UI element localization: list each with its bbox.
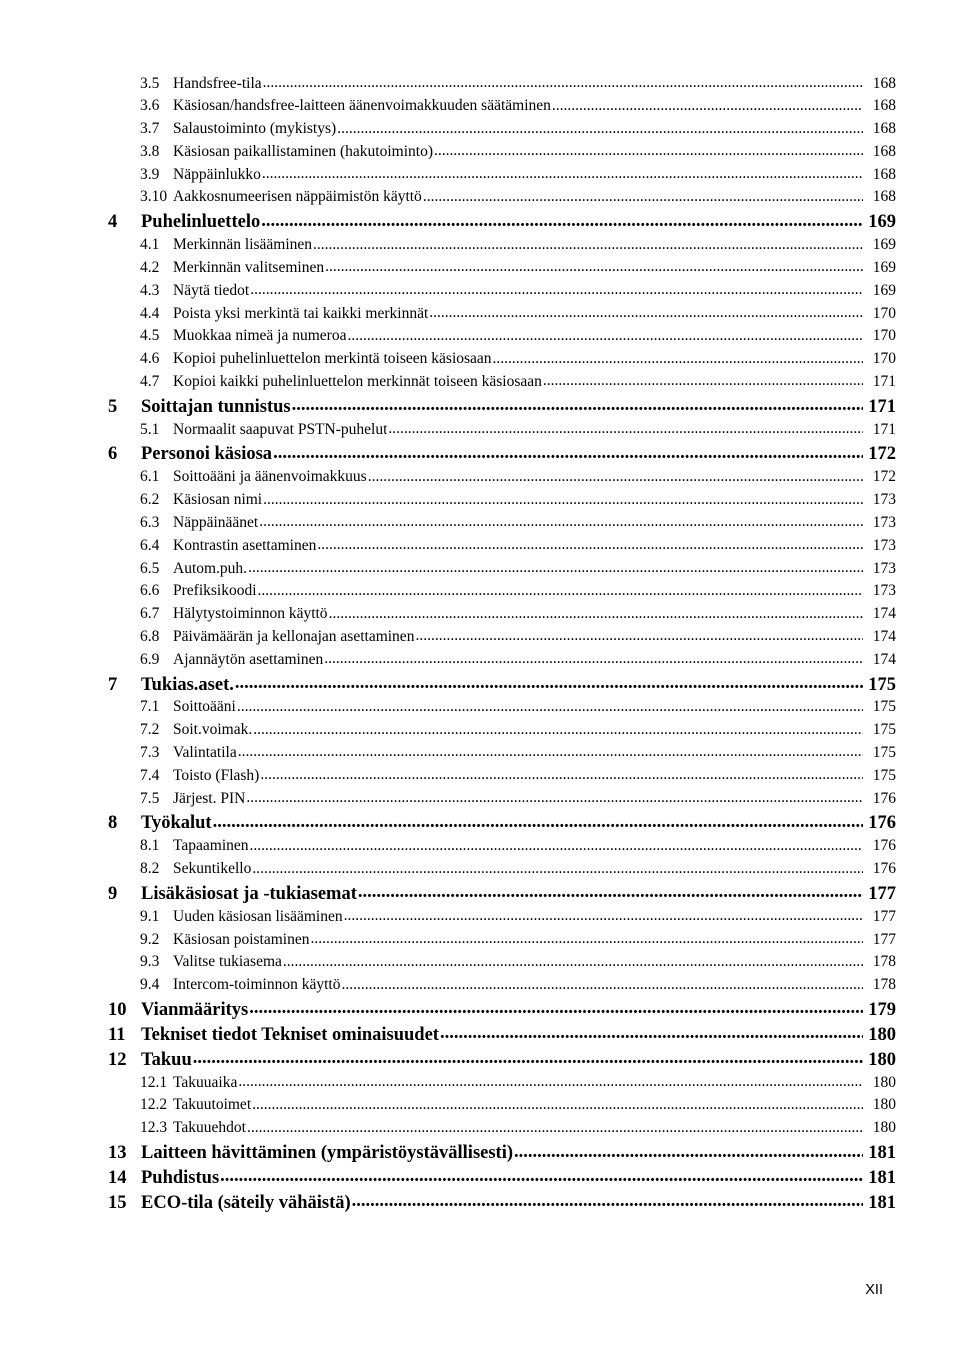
dot-leader [337,118,863,134]
toc-chapter-entry[interactable] [108,671,896,696]
page-number: XII [865,1282,883,1298]
dot-leader [440,1021,863,1040]
dot-leader [347,325,863,341]
toc-entry-title: Handsfree-tila [173,74,262,92]
toc-entry-page: 178 [872,953,896,971]
toc-entry-page: 172 [868,444,896,465]
toc-section-entry[interactable] [108,489,896,512]
toc-section-entry[interactable] [108,741,896,764]
dot-leader [248,557,863,573]
toc-chapter-entry[interactable] [108,1046,896,1071]
toc-entry-title: Sekuntikello [173,860,252,878]
dot-leader [259,511,863,527]
dot-leader [344,905,863,921]
toc-entry-page: 170 [872,304,896,322]
toc-entry-title: Työkalut [141,813,212,834]
toc-entry-page: 169 [868,212,896,233]
toc-section-entry[interactable] [108,279,896,302]
toc-entry-number: 7 [108,674,118,695]
toc-entry-title: Normaalit saapuvat PSTN-puhelut [173,420,388,438]
toc-section-entry[interactable] [108,118,896,141]
toc-section-entry[interactable] [108,835,896,858]
toc-entry-number: 12.3 [140,1119,168,1137]
toc-entry-number: 4 [108,212,118,233]
toc-entry-title: Merkinnän valitseminen [173,258,325,276]
toc-entry-page: 173 [872,559,896,577]
toc-entry-title: Tekniset tiedot Tekniset ominaisuudet [141,1024,439,1045]
toc-entry-number: 10 [108,999,127,1020]
toc-entry-number: 6.7 [140,605,160,623]
toc-entry-page: 181 [868,1192,896,1213]
toc-section-entry[interactable] [108,325,896,348]
dot-leader [249,996,863,1015]
dot-leader [292,393,863,412]
toc-entry-page: 169 [872,281,896,299]
toc-entry-title: Soittoääni ja äänenvoimakkuus [173,468,367,486]
toc-section-entry[interactable] [108,511,896,534]
toc-entry-title: Salaustoiminto (mykistys) [173,120,337,138]
toc-entry-number: 8.2 [140,860,160,878]
dot-leader [250,835,863,851]
dot-leader [552,95,863,111]
toc-entry-number: 12.2 [140,1096,168,1114]
toc-entry-page: 177 [868,883,896,904]
toc-entry-number: 6.3 [140,513,160,531]
toc-entry-page: 169 [872,236,896,254]
toc-entry-page: 176 [872,860,896,878]
toc-entry-page: 173 [872,513,896,531]
toc-entry-page: 180 [872,1096,896,1114]
toc-entry-page: 168 [872,120,896,138]
toc-entry-title: Personoi käsiosa [141,444,273,465]
toc-entry-page: 174 [872,627,896,645]
toc-entry-page: 171 [868,396,896,417]
toc-entry-number: 7.5 [140,789,160,807]
toc-section-entry[interactable] [108,534,896,557]
toc-entry-number: 7.2 [140,721,160,739]
toc-entry-title: Muokkaa nimeä ja numeroa [173,327,347,345]
toc-entry-number: 11 [108,1024,126,1045]
toc-entry-number: 6.9 [140,650,160,668]
dot-leader [258,580,863,596]
toc-entry-title: Soittajan tunnistus [141,396,291,417]
toc-entry-page: 180 [872,1073,896,1091]
toc-entry-number: 6.6 [140,582,160,600]
toc-entry-title: Valintatila [173,743,237,761]
toc-entry-number: 6.4 [140,536,160,554]
toc-chapter-entry[interactable] [108,441,896,466]
toc-entry-title: Poista yksi merkintä tai kaikki merkinnät [173,304,429,322]
toc-entry-number: 3.6 [140,97,160,115]
toc-entry-number: 6.1 [140,468,160,486]
toc-entry-page: 170 [872,327,896,345]
toc-entry-title: Soittoääni [173,698,236,716]
toc-entry-page: 177 [872,907,896,925]
toc-entry-title: Uuden käsiosan lisääminen [173,907,343,925]
toc-entry-title: Soit.voimak. [173,721,253,739]
dot-leader [493,348,863,364]
toc-entry-number: 6 [108,444,118,465]
dot-leader [329,603,863,619]
toc-entry-number: 4.7 [140,372,160,390]
toc-entry-title: Päivämäärän ja kellonajan asettaminen [173,627,415,645]
toc-chapter-entry[interactable] [108,1021,896,1046]
toc-entry-page: 169 [872,258,896,276]
toc-chapter-entry[interactable] [108,810,896,835]
toc-entry-page: 178 [872,976,896,994]
toc-entry-number: 6.5 [140,559,160,577]
toc-entry-number: 7.4 [140,766,160,784]
toc-entry-title: Näppäinlukko [173,165,261,183]
toc-section-entry[interactable] [108,905,896,928]
dot-leader [260,764,863,780]
toc-section-entry[interactable] [108,719,896,742]
toc-entry-number: 3.8 [140,142,160,160]
toc-entry-page: 174 [872,650,896,668]
dot-leader [514,1140,863,1159]
toc-entry-page: 175 [872,698,896,716]
toc-entry-number: 9.1 [140,907,160,925]
toc-entry-title: Autom.puh. [173,559,248,577]
toc-entry-page: 176 [868,813,896,834]
dot-leader [325,256,863,272]
toc-entry-title: Näppäinäänet [173,513,259,531]
toc-entry-title: Ajannäytön asettaminen [173,650,324,668]
dot-leader [220,1164,863,1183]
toc-entry-title: Puhdistus [141,1167,220,1188]
dot-leader [263,72,863,88]
dot-leader [434,140,863,156]
dot-leader [261,209,863,228]
toc-entry-page: 171 [872,372,896,390]
toc-entry-page: 171 [872,420,896,438]
dot-leader [368,466,863,482]
dot-leader [415,625,863,641]
toc-entry-title: Käsiosan/handsfree-laitteen äänenvoimakkuuden säätäminen [173,97,551,115]
toc-entry-number: 7.1 [140,698,160,716]
toc-section-entry[interactable] [108,696,896,719]
toc-entry-number: 4.2 [140,258,160,276]
dot-leader [235,671,863,690]
dot-leader [388,418,863,434]
toc-section-entry[interactable] [108,72,896,95]
toc-entry-number: 4.3 [140,281,160,299]
toc-entry-title: Näytä tiedot [173,281,250,299]
toc-entry-page: 172 [872,468,896,486]
toc-entry-page: 175 [872,766,896,784]
toc-entry-page: 174 [872,605,896,623]
toc-entry-number: 4.6 [140,350,160,368]
toc-chapter-entry[interactable] [108,209,896,234]
toc-section-entry[interactable] [108,928,896,951]
toc-section-entry[interactable] [108,418,896,441]
toc-section-entry[interactable] [108,256,896,279]
toc-entry-page: 173 [872,536,896,554]
toc-entry-number: 5.1 [140,420,160,438]
toc-chapter-entry[interactable] [108,1164,896,1189]
toc-entry-title: Kopioi kaikki puhelinluettelon merkinnät toiseen käsiosaan [173,372,542,390]
toc-section-entry[interactable] [108,234,896,257]
toc-entry-page: 176 [872,789,896,807]
dot-leader [262,163,863,179]
toc-entry-number: 3.7 [140,120,160,138]
toc-entry-title: Toisto (Flash) [173,766,260,784]
toc-entry-title: Prefiksikoodi [173,582,257,600]
toc-entry-title: Tapaaminen [173,837,249,855]
toc-entry-page: 168 [872,74,896,92]
toc-entry-title: Käsiosan nimi [173,491,263,509]
dot-leader [247,1117,863,1133]
toc-entry-title: Kopioi puhelinluettelon merkintä toiseen käsiosaan [173,350,492,368]
toc-chapter-entry[interactable] [108,1189,896,1214]
toc-entry-number: 12.1 [140,1073,168,1091]
toc-entry-page: 173 [872,582,896,600]
toc-entry-title: Valitse tukiasema [173,953,282,971]
toc-entry-title: Hälytystoiminnon käyttö [173,605,328,623]
toc-entry-number: 14 [108,1167,127,1188]
toc-chapter-entry[interactable] [108,393,896,418]
toc-section-entry[interactable] [108,858,896,881]
toc-section-entry[interactable] [108,466,896,489]
dot-leader [250,279,863,295]
toc-section-entry[interactable] [108,348,896,371]
dot-leader [283,951,863,967]
dot-leader [324,648,863,664]
toc-entry-title: Laitteen hävittäminen (ympäristöystävällisesti) [141,1143,514,1163]
toc-entry-title: Takuuaika [173,1073,238,1091]
toc-section-entry[interactable] [108,648,896,671]
toc-entry-title: Merkinnän lisääminen [173,236,313,254]
toc-entry-title: Intercom-toiminnon käyttö [173,976,341,994]
toc-entry-number: 9 [108,883,118,904]
toc-entry-number: 3.9 [140,165,160,183]
toc-section-entry[interactable] [108,787,896,810]
dot-leader [246,787,863,803]
toc-entry-number: 5 [108,396,118,417]
toc-entry-number: 6.8 [140,627,160,645]
toc-entry-title: Käsiosan paikallistaminen (hakutoiminto) [173,142,434,160]
toc-entry-title: Tukias.aset. [141,674,234,695]
toc-entry-page: 173 [872,491,896,509]
toc-section-entry[interactable] [108,580,896,603]
toc-entry-page: 168 [872,165,896,183]
toc-entry-title: Kontrastin asettaminen [173,536,317,554]
dot-leader [237,696,863,712]
toc-entry-title: Vianmääritys [141,999,249,1020]
toc-entry-title: Lisäkäsiosat ja -tukiasemat [141,883,357,904]
dot-leader [263,489,863,505]
toc-entry-number: 8.1 [140,837,160,855]
toc-entry-title: Takuu [141,1049,192,1070]
toc-section-entry[interactable] [108,1117,896,1140]
dot-leader [310,928,863,944]
toc-section-entry[interactable] [108,1094,896,1117]
toc-section-entry[interactable] [108,140,896,163]
toc-section-entry[interactable] [108,603,896,626]
toc-entry-page: 180 [868,1024,896,1045]
toc-chapter-entry[interactable] [108,996,896,1021]
toc-entry-number: 6.2 [140,491,160,509]
toc-entry-page: 180 [868,1049,896,1070]
toc-entry-page: 168 [872,97,896,115]
dot-leader [429,302,863,318]
toc-entry-page: 176 [872,837,896,855]
toc-section-entry[interactable] [108,1071,896,1094]
toc-entry-title: Takuuehdot [173,1119,246,1137]
dot-leader [313,234,863,250]
toc-entry-number: 15 [108,1192,127,1213]
toc-section-entry[interactable] [108,625,896,648]
toc-entry-page: 170 [872,350,896,368]
table-of-contents [108,72,896,1214]
dot-leader [252,858,863,874]
dot-leader [193,1046,863,1065]
toc-entry-number: 9.3 [140,953,160,971]
dot-leader [358,880,863,899]
toc-entry-title: Käsiosan poistaminen [173,930,310,948]
dot-leader [352,1189,863,1208]
toc-entry-number: 3.10 [140,188,168,206]
dot-leader [238,741,863,757]
toc-entry-page: 179 [868,999,896,1020]
toc-section-entry[interactable] [108,557,896,580]
toc-section-entry[interactable] [108,186,896,209]
toc-entry-page: 180 [872,1119,896,1137]
toc-entry-number: 8 [108,813,118,834]
toc-entry-number: 9.4 [140,976,160,994]
toc-entry-number: 4.1 [140,236,160,254]
toc-entry-page: 175 [872,743,896,761]
dot-leader [213,810,863,829]
toc-entry-title: Järjest. PIN [173,789,246,807]
toc-entry-number: 4.5 [140,327,160,345]
toc-section-entry[interactable] [108,370,896,393]
toc-entry-page: 168 [872,142,896,160]
toc-chapter-entry[interactable] [108,1140,896,1165]
toc-entry-page: 177 [872,930,896,948]
toc-entry-page: 181 [868,1167,896,1188]
toc-entry-number: 4.4 [140,304,160,322]
toc-section-entry[interactable] [108,974,896,997]
toc-entry-number: 13 [108,1143,127,1163]
toc-entry-number: 9.2 [140,930,160,948]
dot-leader [543,370,863,386]
toc-section-entry[interactable] [108,951,896,974]
toc-entry-title: Takuutoimet [173,1096,252,1114]
toc-entry-number: 3.5 [140,74,160,92]
toc-entry-page: 175 [868,674,896,695]
toc-entry-number: 7.3 [140,743,160,761]
toc-entry-title: Aakkosnumeerisen näppäimistön käyttö [173,188,422,206]
toc-entry-title: Puhelinluettelo [141,212,261,233]
toc-entry-page: 181 [868,1143,896,1163]
dot-leader [423,186,863,202]
toc-section-entry[interactable] [108,764,896,787]
toc-section-entry[interactable] [108,163,896,186]
dot-leader [341,974,863,990]
dot-leader [238,1071,863,1087]
toc-section-entry[interactable] [108,95,896,118]
dot-leader [273,441,863,460]
toc-entry-number: 12 [108,1049,127,1070]
dot-leader [252,1094,863,1110]
dot-leader [253,719,863,735]
toc-chapter-entry[interactable] [108,880,896,905]
toc-entry-title: ECO-tila (säteily vähäistä) [141,1192,351,1213]
toc-entry-page: 168 [872,188,896,206]
dot-leader [317,534,863,550]
toc-section-entry[interactable] [108,302,896,325]
toc-entry-page: 175 [872,721,896,739]
